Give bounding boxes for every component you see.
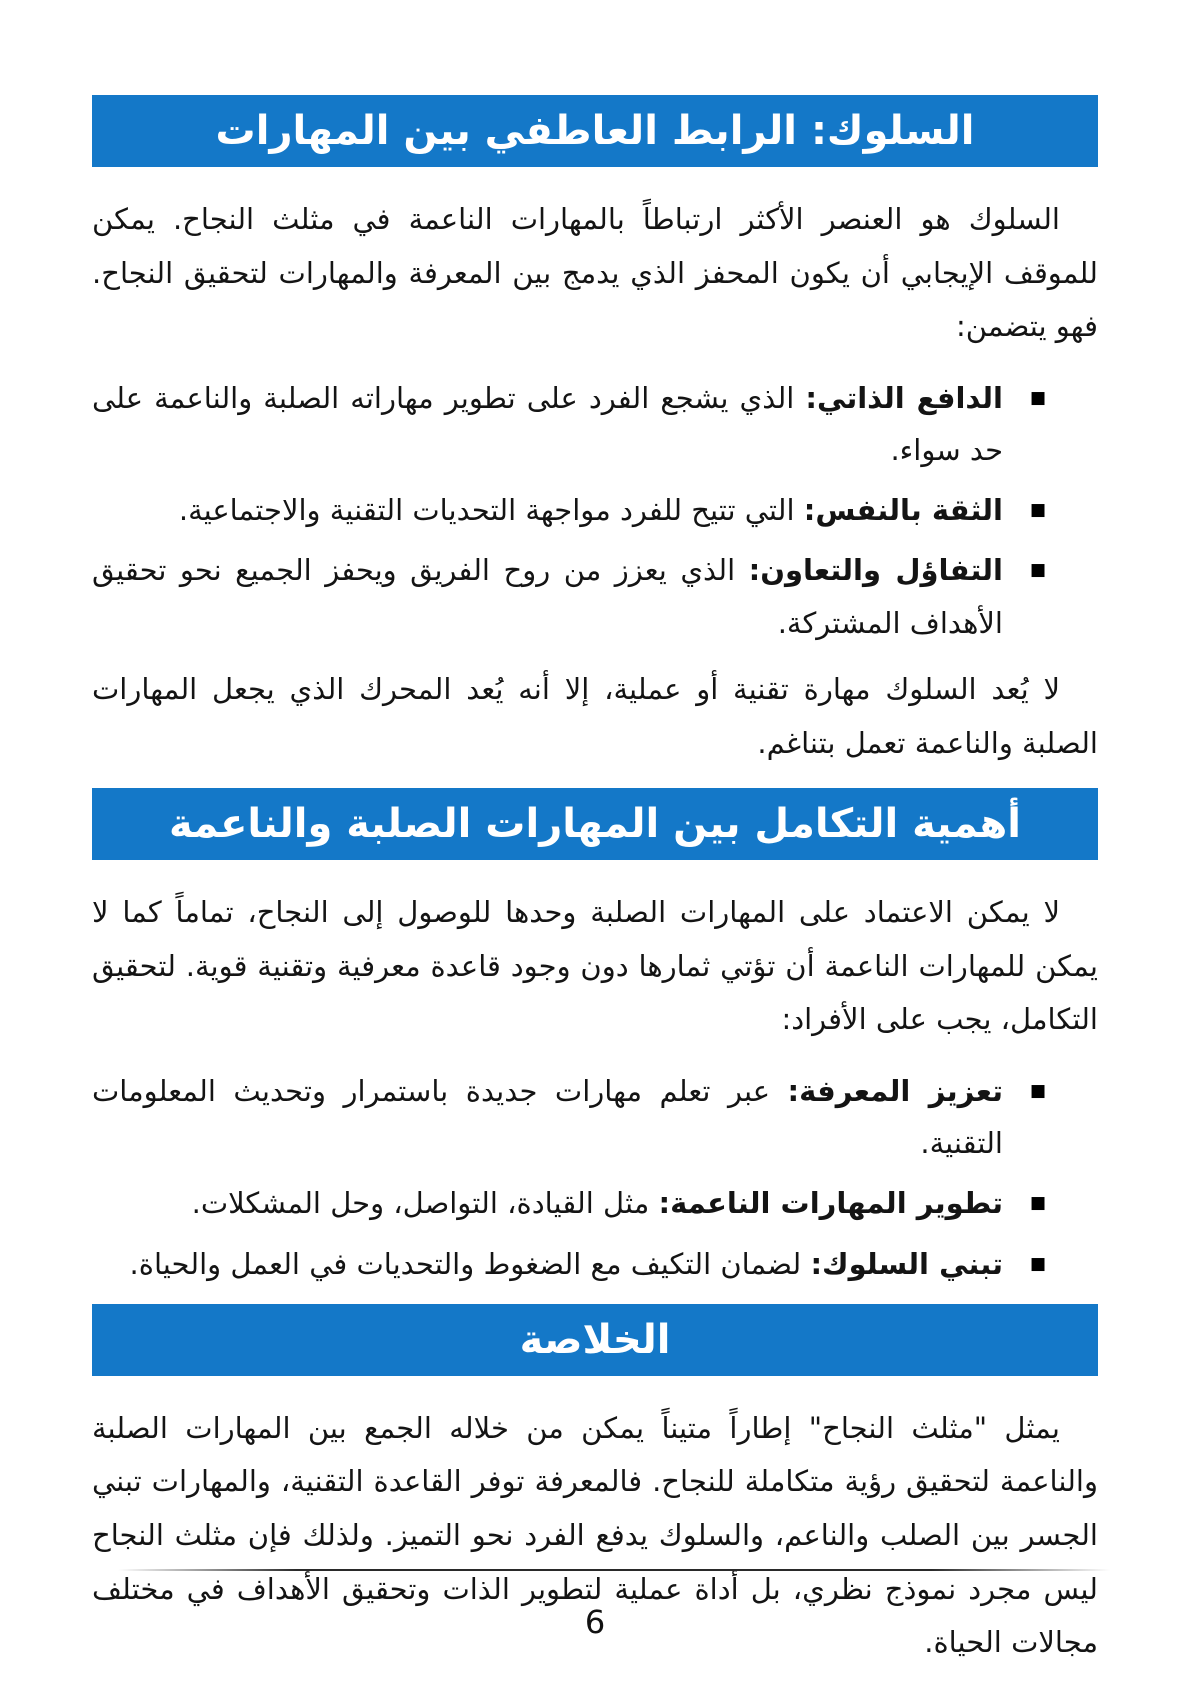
bullet-item [92, 1065, 1098, 1169]
bullet-lead: الثقة بالنفس: [803, 493, 1003, 528]
bullet-item [92, 1238, 1098, 1290]
bullet-item [92, 1177, 1098, 1229]
bullet-lead: تبني السلوك: [810, 1246, 1003, 1281]
footer-divider [118, 1569, 1110, 1571]
bullet-text: عبر تعلم مهارات جديدة باستمرار وتحديث المعلومات التقنية. [92, 1074, 1003, 1161]
bullet-lead: تعزيز المعرفة: [787, 1074, 1003, 1109]
bullet-text: لضمان التكيف مع الضغوط والتحديات في العمل والحياة. [129, 1246, 811, 1281]
square-bullet-icon: ■ [1029, 560, 1046, 581]
bullet-lead: تطوير المهارات الناعمة: [658, 1186, 1003, 1221]
bullet-text: الذي يعزز من روح الفريق ويحفز الجميع نحو تحقيق الأهداف المشتركة. [92, 553, 1003, 640]
bullet-list [92, 372, 1098, 649]
bullet-text: الذي يشجع الفرد على تطوير مهاراته الصلبة والناعمة على حد سواء. [92, 380, 1003, 468]
square-bullet-icon: ■ [1029, 500, 1046, 521]
bullet-list [92, 1065, 1098, 1290]
square-bullet-icon: ■ [1029, 1081, 1046, 1102]
square-bullet-icon: ■ [1029, 1193, 1046, 1214]
summary-paragraph: يمثل "مثلث النجاح" إطاراً متيناً يمكن من خلاله الجمع بين المهارات الصلبة والناعمة لتحقيق رؤية متكاملة للنجاح. فالمعرفة توفر القاعدة التقنية، والمهارات تبني الجسر بين الصلب والناعم، والسلوك يدفع الفرد نحو التميز. ولذلك فإن مثلث النجاح ليس مجرد نموذج نظري، بل أداة عملية لتطوير الذات وتحقيق الأهداف في مختلف مجالات الحياة. [92, 1410, 1098, 1660]
bullet-item [92, 372, 1098, 476]
square-bullet-icon: ■ [1029, 1253, 1046, 1274]
bullet-text: التي تتيح للفرد مواجهة التحديات التقنية والاجتماعية. [178, 493, 804, 528]
bullet-text: مثل القيادة، التواصل، وحل المشكلات. [191, 1186, 659, 1221]
bullet-item [92, 484, 1098, 536]
bullet-item [92, 544, 1098, 648]
section-heading: الخلاصة [92, 1304, 1098, 1376]
section-heading: أهمية التكامل بين المهارات الصلبة والناعمة [92, 788, 1098, 860]
section-heading: السلوك: الرابط العاطفي بين المهارات [92, 95, 1098, 167]
bullet-lead: التفاؤل والتعاون: [748, 553, 1003, 588]
intro-paragraph: السلوك هو العنصر الأكثر ارتباطاً بالمهارات الناعمة في مثلث النجاح. يمكن للموقف الإيجابي أن يكون المحفز الذي يدمج بين المعرفة والمهارات لتحقيق النجاح. فهو يتضمن: [92, 202, 1098, 344]
section-integration [92, 788, 1098, 1290]
intro-paragraph: لا يمكن الاعتماد على المهارات الصلبة وحدها للوصول إلى النجاح، تماماً كما لا يمكن للمهارات الناعمة أن تؤتي ثمارها دون وجود قاعدة معرفية وتقنية قوية. لتحقيق التكامل، يجب على الأفراد: [92, 895, 1098, 1037]
square-bullet-icon: ■ [1029, 387, 1046, 408]
outro-paragraph: لا يُعد السلوك مهارة تقنية أو عملية، إلا أنه يُعد المحرك الذي يجعل المهارات الصلبة والناعمة تعمل بتناغم. [92, 671, 1098, 760]
bullet-lead: الدافع الذاتي: [805, 380, 1003, 415]
section-behavior [92, 95, 1098, 770]
page-number: 6 [584, 1603, 606, 1641]
